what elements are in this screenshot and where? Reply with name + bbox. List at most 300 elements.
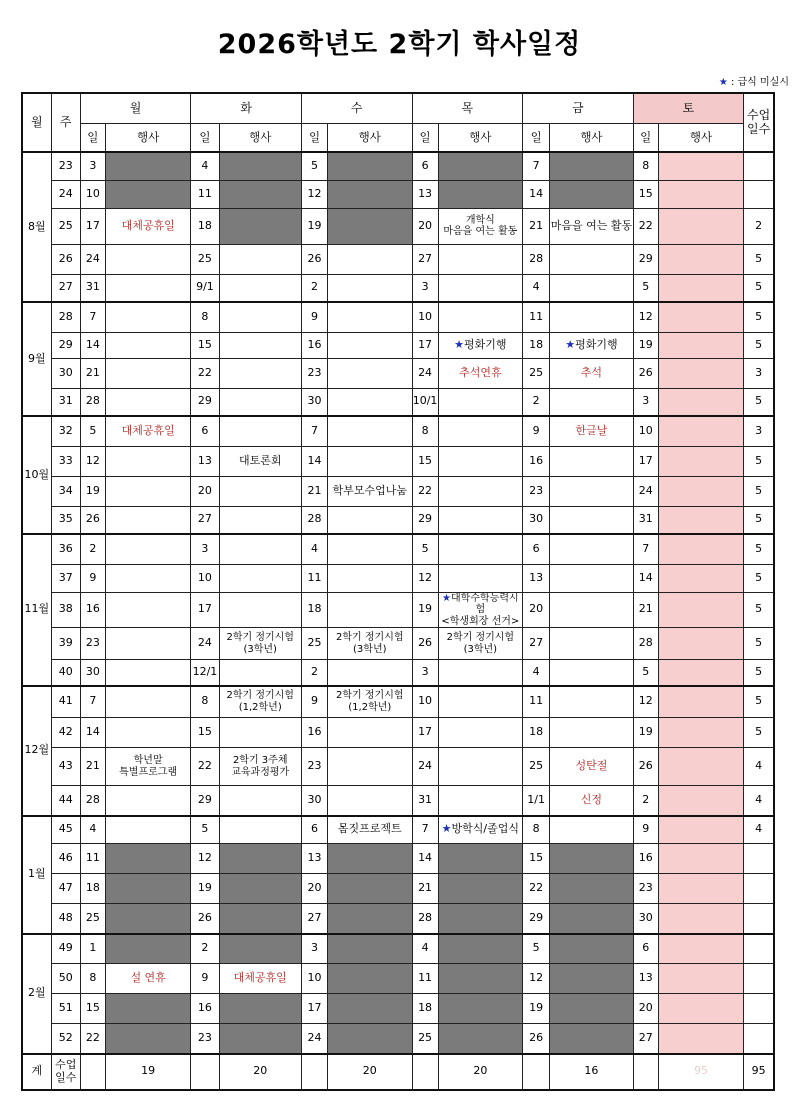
date-cell: 16 — [301, 332, 327, 358]
date-cell: 10/1 — [412, 388, 438, 416]
date-cell: 28 — [301, 506, 327, 534]
footer-total: 20 — [219, 1054, 301, 1090]
event-cell — [219, 332, 301, 358]
date-cell: 8 — [412, 416, 438, 446]
event-cell — [105, 934, 190, 964]
event-cell: 대체공휴일 — [219, 964, 301, 994]
saturday-event-cell — [658, 564, 743, 592]
date-cell: 14 — [80, 332, 105, 358]
class-days-count: 5 — [744, 686, 774, 718]
star-icon: ★ — [565, 337, 576, 351]
header-date-col: 일 — [80, 124, 105, 153]
saturday-event-cell — [658, 302, 743, 332]
event-cell: 2학기 3주체 교육과정평가 — [219, 748, 301, 786]
event-cell — [438, 660, 522, 686]
date-cell: 29 — [633, 244, 658, 274]
footer-total: 16 — [550, 1054, 633, 1090]
date-cell: 7 — [80, 302, 105, 332]
star-icon: ★ — [454, 337, 465, 351]
header-event-col: 행사 — [658, 124, 743, 153]
event-cell — [438, 904, 522, 934]
saturday-event-cell — [658, 476, 743, 506]
week-number: 46 — [51, 844, 80, 874]
saturday-event-cell — [658, 152, 743, 180]
date-cell: 9 — [301, 302, 327, 332]
date-cell: 27 — [633, 1024, 658, 1054]
event-cell — [438, 416, 522, 446]
week-number: 42 — [51, 718, 80, 748]
event-cell: 개학식 마음을 여는 활동 — [438, 208, 522, 244]
week-row — [22, 564, 774, 592]
class-days-count: 5 — [744, 718, 774, 748]
event-cell — [105, 874, 190, 904]
class-days-count: 5 — [744, 534, 774, 564]
date-cell: 8 — [191, 686, 219, 718]
date-cell: 6 — [301, 816, 327, 844]
date-cell: 12 — [523, 964, 550, 994]
date-cell: 4 — [412, 934, 438, 964]
week-number: 48 — [51, 904, 80, 934]
event-cell — [219, 844, 301, 874]
week-number: 29 — [51, 332, 80, 358]
week-number: 50 — [51, 964, 80, 994]
saturday-event-cell — [658, 994, 743, 1024]
event-cell — [105, 244, 190, 274]
class-days-count: 5 — [744, 388, 774, 416]
event-cell — [550, 686, 633, 718]
date-cell: 28 — [523, 244, 550, 274]
date-cell: 24 — [633, 476, 658, 506]
date-cell: 11 — [523, 302, 550, 332]
date-cell: 26 — [412, 628, 438, 660]
date-cell: 10 — [412, 302, 438, 332]
event-cell — [550, 476, 633, 506]
event-cell — [328, 274, 412, 302]
class-days-count: 5 — [744, 476, 774, 506]
date-cell: 12/1 — [191, 660, 219, 686]
date-cell: 12 — [191, 844, 219, 874]
saturday-event-cell — [658, 592, 743, 628]
week-row — [22, 244, 774, 274]
event-cell — [105, 816, 190, 844]
date-cell: 26 — [80, 506, 105, 534]
week-number: 32 — [51, 416, 80, 446]
schedule-table — [21, 92, 775, 1091]
event-cell — [219, 358, 301, 388]
event-cell — [219, 180, 301, 208]
date-cell: 29 — [523, 904, 550, 934]
date-cell: 19 — [633, 332, 658, 358]
saturday-event-cell — [658, 904, 743, 934]
footer-total: 95 — [658, 1054, 743, 1090]
header-week: 주 — [51, 93, 80, 152]
event-cell — [438, 180, 522, 208]
date-cell: 12 — [633, 302, 658, 332]
date-cell: 20 — [633, 994, 658, 1024]
date-cell: 5 — [412, 534, 438, 564]
event-cell — [105, 180, 190, 208]
month-label: 10월 — [22, 416, 51, 534]
date-cell: 3 — [633, 388, 658, 416]
date-cell: 21 — [80, 748, 105, 786]
month-label: 12월 — [22, 686, 51, 816]
date-cell: 9 — [633, 816, 658, 844]
footer-total: 20 — [438, 1054, 522, 1090]
date-cell: 19 — [412, 592, 438, 628]
date-cell: 30 — [523, 506, 550, 534]
class-days-count: 5 — [744, 302, 774, 332]
date-cell: 15 — [80, 994, 105, 1024]
event-cell — [105, 476, 190, 506]
event-cell — [550, 660, 633, 686]
event-cell — [105, 358, 190, 388]
saturday-event-cell — [658, 628, 743, 660]
week-row — [22, 358, 774, 388]
date-cell: 3 — [80, 152, 105, 180]
date-cell: 8 — [191, 302, 219, 332]
event-cell — [328, 534, 412, 564]
date-cell: 3 — [412, 274, 438, 302]
date-cell: 2 — [301, 274, 327, 302]
header-date-col: 일 — [412, 124, 438, 153]
date-cell: 26 — [191, 904, 219, 934]
footer-blank — [523, 1054, 550, 1090]
date-cell: 5 — [633, 274, 658, 302]
date-cell: 24 — [412, 358, 438, 388]
date-cell: 14 — [301, 446, 327, 476]
event-cell — [219, 388, 301, 416]
date-cell: 19 — [301, 208, 327, 244]
event-cell — [550, 302, 633, 332]
event-cell — [328, 302, 412, 332]
event-cell — [550, 1024, 633, 1054]
event-cell — [328, 748, 412, 786]
footer-blank — [80, 1054, 105, 1090]
date-cell: 22 — [633, 208, 658, 244]
class-days-count: 5 — [744, 660, 774, 686]
date-cell: 30 — [80, 660, 105, 686]
class-days-count: 4 — [744, 786, 774, 816]
class-days-count: 5 — [744, 628, 774, 660]
date-cell: 20 — [412, 208, 438, 244]
event-cell — [105, 534, 190, 564]
date-cell: 13 — [412, 180, 438, 208]
saturday-event-cell — [658, 534, 743, 564]
event-cell — [438, 274, 522, 302]
event-cell — [550, 180, 633, 208]
star-icon: ★ — [441, 822, 452, 836]
header-event-col: 행사 — [550, 124, 633, 153]
date-cell: 7 — [80, 686, 105, 718]
footer-grand-total: 95 — [744, 1054, 774, 1090]
date-cell: 23 — [523, 476, 550, 506]
saturday-event-cell — [658, 358, 743, 388]
footer-sub: 수업 일수 — [51, 1054, 80, 1090]
date-cell: 15 — [633, 180, 658, 208]
date-cell: 10 — [633, 416, 658, 446]
page-title: 2026학년도 2학기 학사일정 — [217, 29, 582, 60]
date-cell: 16 — [301, 718, 327, 748]
event-cell — [328, 718, 412, 748]
date-cell: 4 — [523, 274, 550, 302]
event-cell — [328, 994, 412, 1024]
week-row — [22, 388, 774, 416]
date-cell: 26 — [301, 244, 327, 274]
date-cell: 11 — [301, 564, 327, 592]
event-cell — [550, 904, 633, 934]
event-cell: ★평화기행 — [550, 332, 633, 358]
week-number: 41 — [51, 686, 80, 718]
event-cell: 추석연휴 — [438, 358, 522, 388]
event-cell — [550, 628, 633, 660]
date-cell: 26 — [633, 358, 658, 388]
header-class-days: 수업 일수 — [744, 93, 774, 152]
date-cell: 11 — [80, 844, 105, 874]
date-cell: 19 — [633, 718, 658, 748]
date-cell: 2 — [301, 660, 327, 686]
saturday-event-cell — [658, 748, 743, 786]
date-cell: 28 — [633, 628, 658, 660]
event-cell: 2학기 정기시험 (1,2학년) — [328, 686, 412, 718]
date-cell: 22 — [80, 1024, 105, 1054]
event-cell — [328, 660, 412, 686]
event-cell: 학부모수업나눔 — [328, 476, 412, 506]
class-days-count — [744, 994, 774, 1024]
month-label: 2월 — [22, 934, 51, 1054]
class-days-count: 4 — [744, 816, 774, 844]
event-cell — [328, 358, 412, 388]
week-row — [22, 302, 774, 332]
date-cell: 7 — [523, 152, 550, 180]
date-cell: 21 — [412, 874, 438, 904]
date-cell: 4 — [523, 660, 550, 686]
event-cell: ★방학식/졸업식 — [438, 816, 522, 844]
week-number: 28 — [51, 302, 80, 332]
date-cell: 13 — [301, 844, 327, 874]
event-cell — [328, 934, 412, 964]
event-cell — [550, 816, 633, 844]
date-cell: 2 — [80, 534, 105, 564]
event-cell — [105, 564, 190, 592]
date-cell: 16 — [191, 994, 219, 1024]
event-cell — [550, 152, 633, 180]
date-cell: 31 — [412, 786, 438, 816]
header-date-col: 일 — [301, 124, 327, 153]
event-cell — [219, 506, 301, 534]
date-cell: 14 — [523, 180, 550, 208]
event-cell — [219, 564, 301, 592]
date-cell: 22 — [191, 358, 219, 388]
date-cell: 3 — [301, 934, 327, 964]
event-cell — [328, 180, 412, 208]
event-cell — [219, 660, 301, 686]
week-row — [22, 994, 774, 1024]
month-label: 1월 — [22, 816, 51, 934]
week-number: 34 — [51, 476, 80, 506]
class-days-count — [744, 152, 774, 180]
week-row — [22, 964, 774, 994]
event-cell — [328, 208, 412, 244]
week-row — [22, 660, 774, 686]
event-cell — [219, 152, 301, 180]
date-cell: 8 — [80, 964, 105, 994]
month-label: 11월 — [22, 534, 51, 686]
event-cell — [105, 786, 190, 816]
week-number: 26 — [51, 244, 80, 274]
footer-total: 19 — [105, 1054, 190, 1090]
event-cell — [328, 416, 412, 446]
date-cell: 30 — [301, 786, 327, 816]
event-cell — [219, 904, 301, 934]
saturday-event-cell — [658, 660, 743, 686]
event-cell — [105, 628, 190, 660]
date-cell: 2 — [633, 786, 658, 816]
event-cell — [438, 844, 522, 874]
week-number: 40 — [51, 660, 80, 686]
class-days-count — [744, 934, 774, 964]
event-cell — [328, 964, 412, 994]
date-cell: 10 — [80, 180, 105, 208]
event-cell: 한글날 — [550, 416, 633, 446]
week-row — [22, 786, 774, 816]
date-cell: 2 — [191, 934, 219, 964]
date-cell: 9 — [191, 964, 219, 994]
event-cell — [550, 564, 633, 592]
week-number: 45 — [51, 816, 80, 844]
date-cell: 27 — [412, 244, 438, 274]
event-cell — [438, 476, 522, 506]
event-cell: 대토론회 — [219, 446, 301, 476]
event-cell — [105, 686, 190, 718]
event-cell — [105, 592, 190, 628]
saturday-event-cell — [658, 718, 743, 748]
date-cell: 17 — [412, 332, 438, 358]
class-days-count: 5 — [744, 332, 774, 358]
date-cell: 22 — [191, 748, 219, 786]
date-cell: 22 — [412, 476, 438, 506]
class-days-count: 5 — [744, 244, 774, 274]
event-cell — [105, 1024, 190, 1054]
header-day-3: 수 — [301, 93, 412, 124]
event-cell: 학년말 특별프로그램 — [105, 748, 190, 786]
week-row — [22, 934, 774, 964]
header-event-col: 행사 — [105, 124, 190, 153]
date-cell: 15 — [412, 446, 438, 476]
date-cell: 3 — [191, 534, 219, 564]
event-cell — [219, 718, 301, 748]
footer-blank — [633, 1054, 658, 1090]
month-label: 8월 — [22, 152, 51, 302]
date-cell: 24 — [191, 628, 219, 660]
event-cell — [438, 686, 522, 718]
event-cell — [219, 274, 301, 302]
class-days-count — [744, 1024, 774, 1054]
event-cell: 신정 — [550, 786, 633, 816]
event-cell: 성탄절 — [550, 748, 633, 786]
date-cell: 5 — [523, 934, 550, 964]
event-cell — [328, 592, 412, 628]
footer-label: 계 — [22, 1054, 51, 1090]
event-cell — [438, 152, 522, 180]
week-row — [22, 628, 774, 660]
class-days-count: 3 — [744, 358, 774, 388]
event-cell — [550, 874, 633, 904]
date-cell: 16 — [80, 592, 105, 628]
event-cell — [438, 964, 522, 994]
week-row — [22, 748, 774, 786]
date-cell: 12 — [633, 686, 658, 718]
event-cell — [105, 844, 190, 874]
date-cell: 13 — [523, 564, 550, 592]
week-row — [22, 592, 774, 628]
event-cell — [328, 844, 412, 874]
week-number: 25 — [51, 208, 80, 244]
event-cell — [328, 1024, 412, 1054]
date-cell: 19 — [191, 874, 219, 904]
date-cell: 7 — [301, 416, 327, 446]
date-cell: 16 — [523, 446, 550, 476]
event-cell — [219, 416, 301, 446]
date-cell: 19 — [523, 994, 550, 1024]
header-date-col: 일 — [191, 124, 219, 153]
event-cell — [438, 718, 522, 748]
date-cell: 27 — [523, 628, 550, 660]
week-row — [22, 844, 774, 874]
header-event-col: 행사 — [438, 124, 522, 153]
event-cell — [105, 994, 190, 1024]
class-days-count — [744, 904, 774, 934]
week-number: 49 — [51, 934, 80, 964]
class-days-count: 2 — [744, 208, 774, 244]
event-cell: 2학기 정기시험 (1,2학년) — [219, 686, 301, 718]
date-cell: 28 — [80, 388, 105, 416]
date-cell: 13 — [191, 446, 219, 476]
event-cell: 추석 — [550, 358, 633, 388]
class-days-count — [744, 964, 774, 994]
footer-blank — [412, 1054, 438, 1090]
event-cell — [219, 786, 301, 816]
event-cell — [328, 332, 412, 358]
date-cell: 29 — [412, 506, 438, 534]
date-cell: 29 — [191, 786, 219, 816]
week-row — [22, 904, 774, 934]
event-cell — [438, 874, 522, 904]
date-cell: 18 — [191, 208, 219, 244]
date-cell: 4 — [191, 152, 219, 180]
event-cell — [328, 506, 412, 534]
date-cell: 25 — [301, 628, 327, 660]
date-cell: 20 — [301, 874, 327, 904]
class-days-count — [744, 844, 774, 874]
week-row — [22, 534, 774, 564]
date-cell: 7 — [633, 534, 658, 564]
event-cell — [438, 748, 522, 786]
date-cell: 5 — [633, 660, 658, 686]
date-cell: 8 — [633, 152, 658, 180]
event-cell — [550, 388, 633, 416]
date-cell: 18 — [412, 994, 438, 1024]
header-date-col: 일 — [523, 124, 550, 153]
legend — [719, 73, 789, 88]
class-days-count: 4 — [744, 748, 774, 786]
date-cell: 12 — [80, 446, 105, 476]
class-days-count: 3 — [744, 416, 774, 446]
date-cell: 17 — [412, 718, 438, 748]
saturday-event-cell — [658, 816, 743, 844]
week-row — [22, 874, 774, 904]
date-cell: 6 — [191, 416, 219, 446]
saturday-event-cell — [658, 446, 743, 476]
